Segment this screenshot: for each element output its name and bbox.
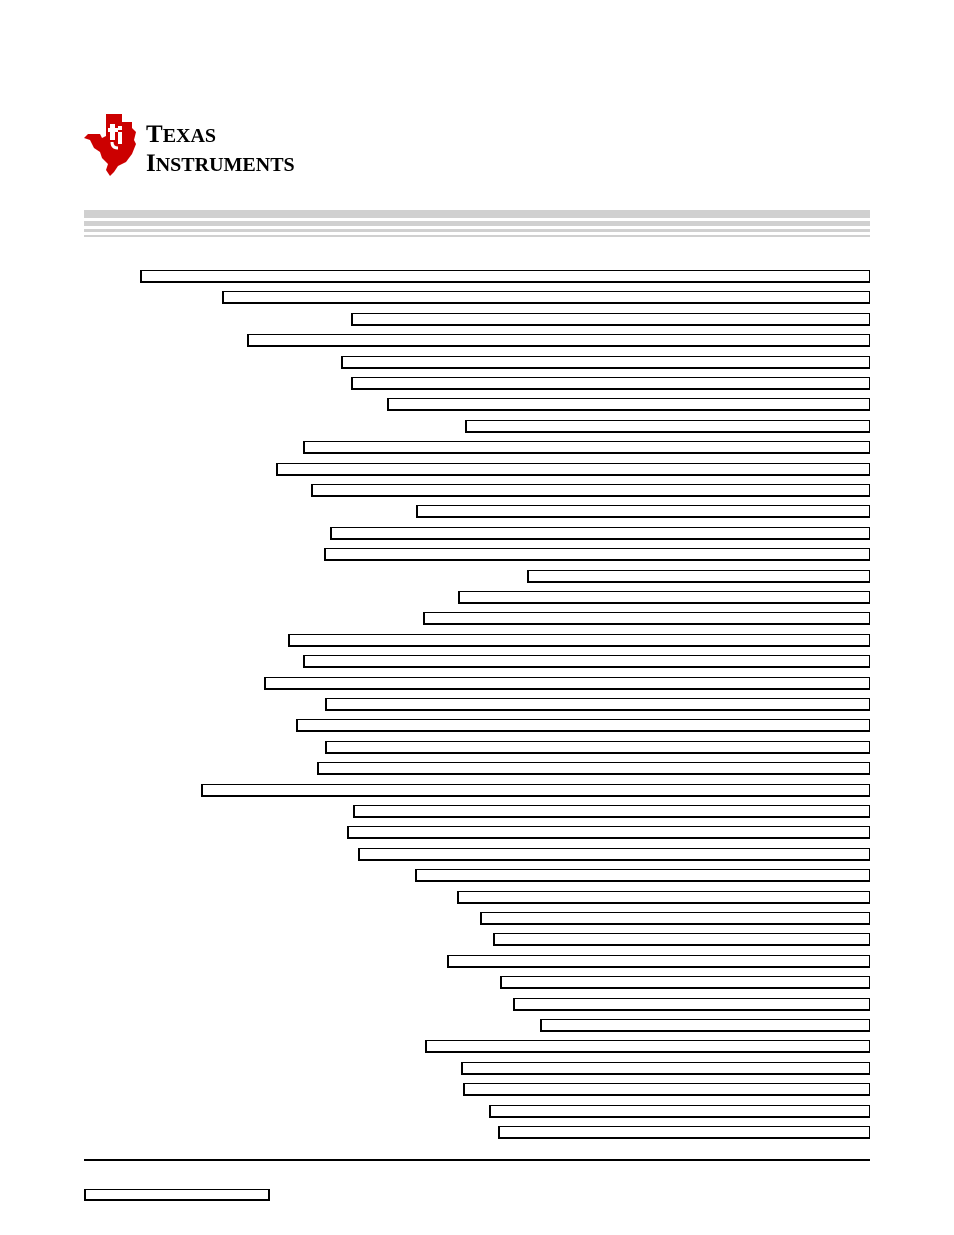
toc-entry[interactable] (457, 891, 870, 904)
toc-entry[interactable] (324, 548, 870, 561)
toc-entry[interactable] (387, 398, 870, 411)
toc-entry[interactable] (222, 291, 870, 304)
toc-entry[interactable] (140, 270, 870, 283)
toc-entry[interactable] (463, 1083, 870, 1096)
toc-entry[interactable] (465, 420, 870, 433)
toc-entry[interactable] (458, 591, 870, 604)
toc-entry[interactable] (351, 313, 870, 326)
toc-entry[interactable] (311, 484, 870, 497)
header-stripe (84, 229, 870, 232)
toc-entry[interactable] (288, 634, 870, 647)
toc-entry[interactable] (513, 998, 870, 1011)
logo-wordmark-line2: INSTRUMENTS (146, 150, 295, 176)
toc-entry[interactable] (341, 356, 870, 369)
header-stripe (84, 221, 870, 226)
toc-entry[interactable] (540, 1019, 870, 1032)
toc-entry[interactable] (425, 1040, 870, 1053)
logo-wordmark-line1: TEXAS (146, 121, 217, 148)
toc-entry[interactable] (325, 741, 870, 754)
toc-entry[interactable] (353, 805, 870, 818)
toc-entry[interactable] (303, 655, 870, 668)
toc-entry[interactable] (247, 334, 870, 347)
toc-entry[interactable] (447, 955, 870, 968)
ti-logo (84, 114, 329, 176)
toc-entry[interactable] (498, 1126, 870, 1139)
toc-entry[interactable] (201, 784, 870, 797)
toc-entry[interactable] (500, 976, 870, 989)
toc-entry[interactable] (347, 826, 870, 839)
toc-entry[interactable] (303, 441, 870, 454)
toc-entry[interactable] (527, 570, 870, 583)
toc-entry[interactable] (351, 377, 870, 390)
toc-entry[interactable] (489, 1105, 870, 1118)
toc-entry[interactable] (423, 612, 870, 625)
toc-entry[interactable] (416, 505, 870, 518)
toc-entry[interactable] (325, 698, 870, 711)
toc-entry[interactable] (276, 463, 870, 476)
footer-rule (84, 1159, 870, 1161)
ti-state-mark-icon (84, 114, 136, 176)
toc-entry[interactable] (264, 677, 870, 690)
footer-field (84, 1189, 270, 1201)
toc-entry[interactable] (415, 869, 870, 882)
toc-entry[interactable] (461, 1062, 870, 1075)
header-stripe (84, 210, 870, 218)
header-stripe (84, 235, 870, 237)
toc-entry[interactable] (358, 848, 870, 861)
toc-entry[interactable] (296, 719, 870, 732)
toc-entry[interactable] (330, 527, 870, 540)
toc-entry[interactable] (317, 762, 870, 775)
toc-entry[interactable] (493, 933, 870, 946)
toc-entry[interactable] (480, 912, 870, 925)
